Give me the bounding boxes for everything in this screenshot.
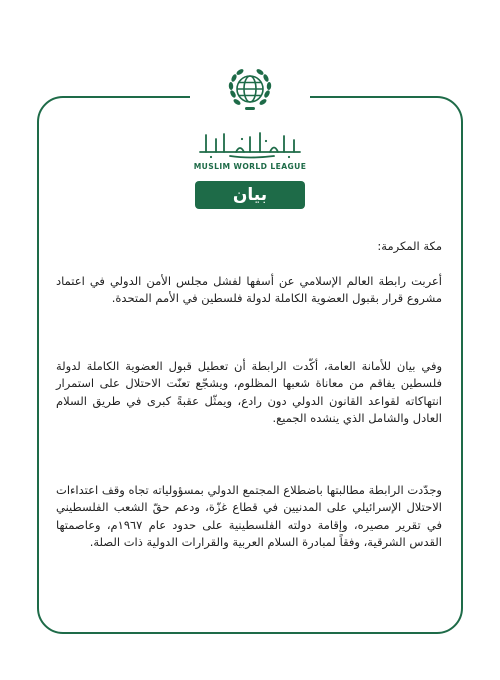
statement-badge: بيان bbox=[195, 181, 305, 209]
arabic-calligraphy-logo bbox=[190, 128, 310, 160]
statement-paragraph-2: وفي بيان للأمانة العامة، أكّدت الرابطة أن تعطيل قبول العضوية الكاملة لدولة فلسطين يفاقم من معاناة شعبها المظلوم، ويشجّع تعنّت الاحتلال على استمرار انتهاكاته لقواعد القانون الدولي دون رادع، ويمثّل عقبةً كبرى في طريق السلام العادل والشامل الذي ينشده الجميع. bbox=[56, 359, 442, 426]
statement-paragraph-3: وجدّدت الرابطة مطالبتها باضطلاع المجتمع الدولي بمسؤولياته تجاه وقف اعتداءات الاحتلال الإسرائيلي على المدنيين في قطاع غزّة، ودعم حقّ الشعب الفلسطيني في تقرير مصيره، وإقامة دولته الفلسطينية على حدود عام ١٩٦٧م، وعاصمتها القدس الشرقية، وفقاً لمبادرة السلام العربية والقرارات الدولية ذات الصلة. bbox=[56, 483, 442, 550]
dateline: مكة المكرمة: bbox=[377, 239, 442, 253]
organization-name-en: MUSLIM WORLD LEAGUE bbox=[193, 162, 307, 171]
globe-wreath-emblem-icon bbox=[225, 64, 275, 114]
statement-paragraph-1: أعربت رابطة العالم الإسلامي عن أسفها لفشل مجلس الأمن الدولي في اعتماد مشروع قرار بقبول العضوية الكاملة لدولة فلسطين في الأمم المتحدة. bbox=[56, 274, 442, 306]
